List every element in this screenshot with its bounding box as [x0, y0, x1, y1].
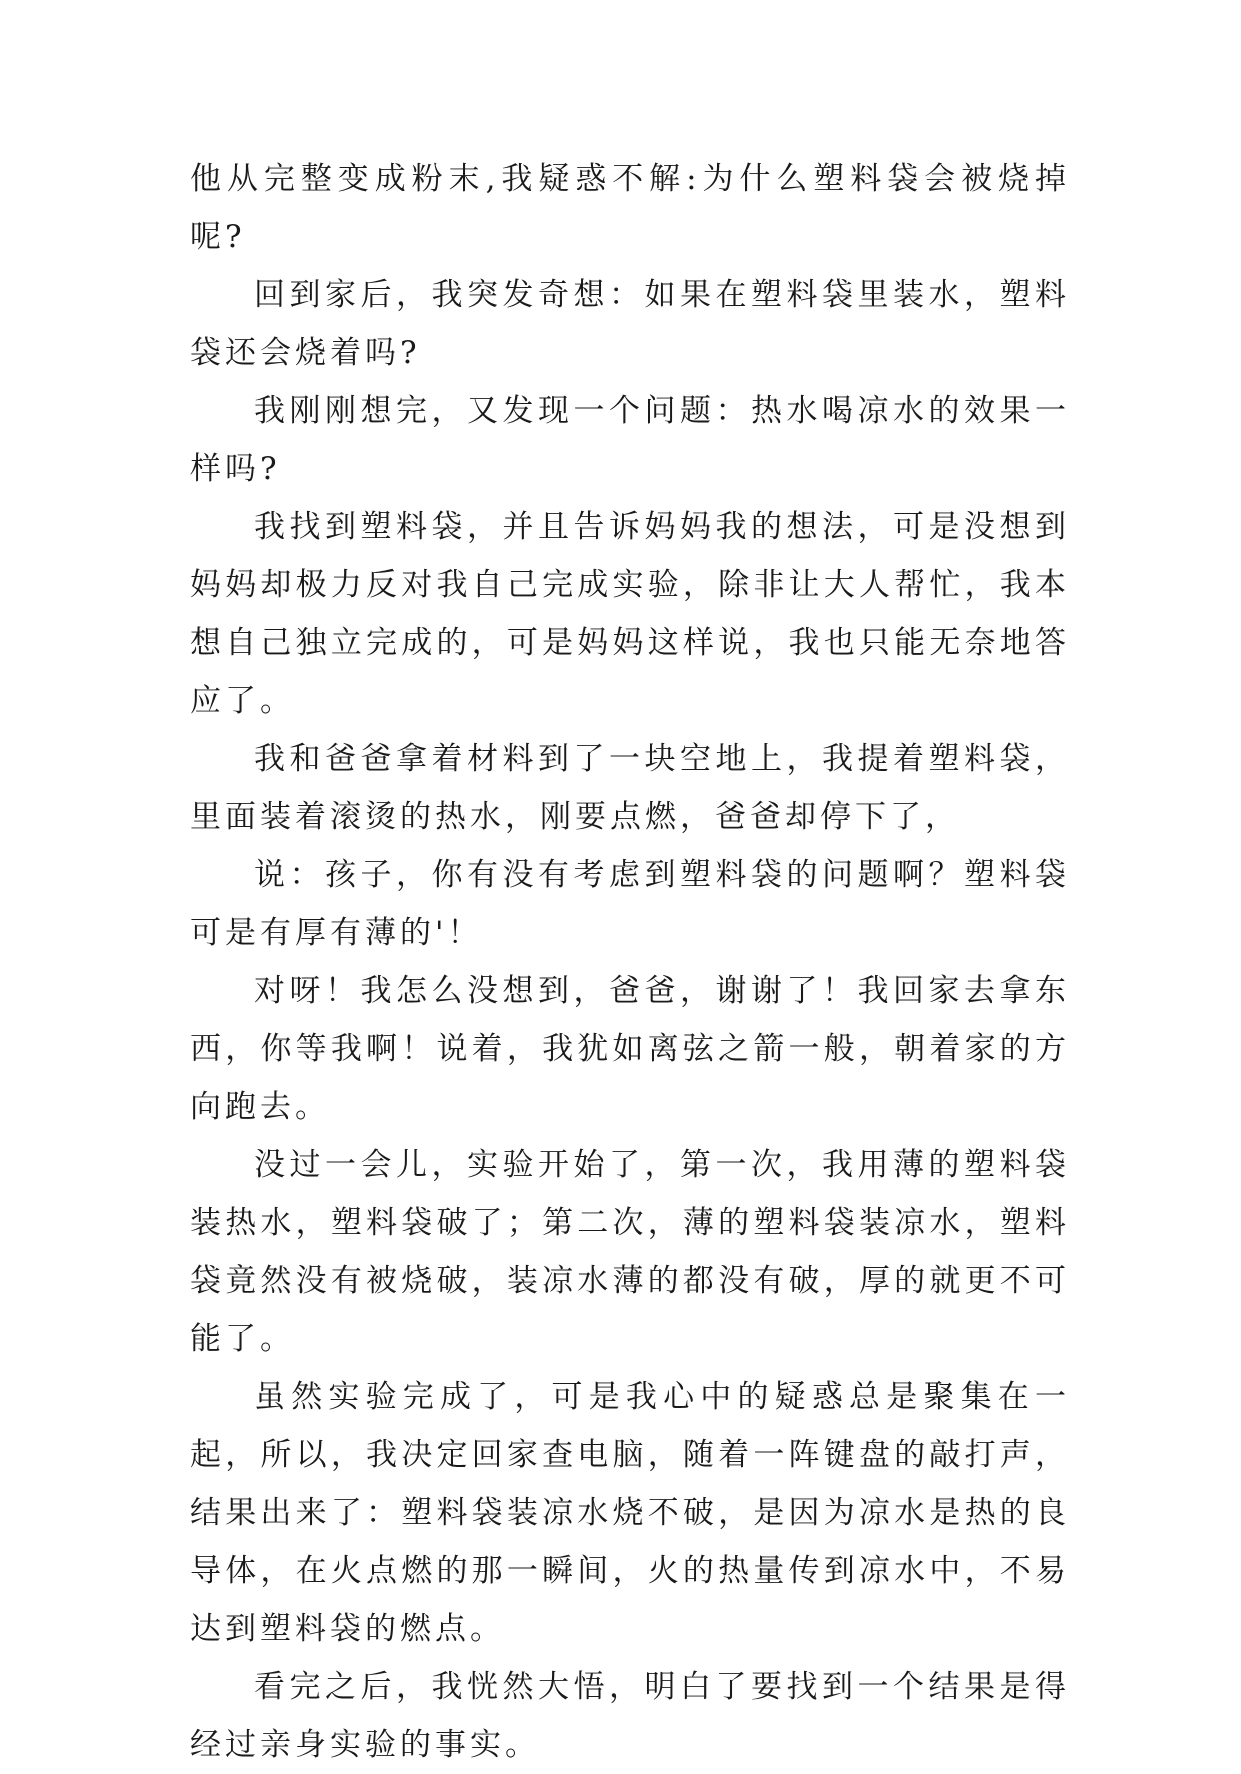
- paragraph-8: 没过一会儿，实验开始了，第一次，我用薄的塑料袋装热水，塑料袋破了；第二次，薄的塑料袋装凉水，塑料袋竟然没有被烧破，装凉水薄的都没有破，厚的就更不可能了。: [190, 1147, 1070, 1357]
- paragraph-6: 说：孩子，你有没有考虑到塑料袋的问题啊？塑料袋可是有厚有薄的'！: [190, 857, 1070, 951]
- paragraph-2: 回到家后，我突发奇想：如果在塑料袋里装水，塑料袋还会烧着吗?: [190, 277, 1070, 371]
- paragraph-10: 看完之后，我恍然大悟，明白了要找到一个结果是得经过亲身实验的事实。: [190, 1669, 1070, 1763]
- paragraph-3: 我刚刚想完，又发现一个问题：热水喝凉水的效果一样吗?: [190, 393, 1070, 487]
- paragraph-5: 我和爸爸拿着材料到了一块空地上，我提着塑料袋，里面装着滚烫的热水，刚要点燃，爸爸却停下了，: [190, 741, 1070, 835]
- paragraph-9: 虽然实验完成了，可是我心中的疑惑总是聚集在一起，所以，我决定回家查电脑，随着一阵键盘的敲打声，结果出来了：塑料袋装凉水烧不破，是因为凉水是热的良导体，在火点燃的那一瞬间，火的热量传到凉水中，不易达到塑料袋的燃点。: [190, 1379, 1070, 1647]
- paragraph-4: 我找到塑料袋，并且告诉妈妈我的想法，可是没想到妈妈却极力反对我自己完成实验，除非让大人帮忙，我本想自己独立完成的，可是妈妈这样说，我也只能无奈地答应了。: [190, 509, 1070, 719]
- paragraph-7: 对呀！我怎么没想到，爸爸，谢谢了！我回家去拿东西，你等我啊！说着，我犹如离弦之箭一般，朝着家的方向跑去。: [190, 973, 1070, 1125]
- document-body: [190, 150, 1070, 1774]
- paragraph-1: 他从完整变成粉末,我疑惑不解:为什么塑料袋会被烧掉呢?: [190, 161, 1070, 255]
